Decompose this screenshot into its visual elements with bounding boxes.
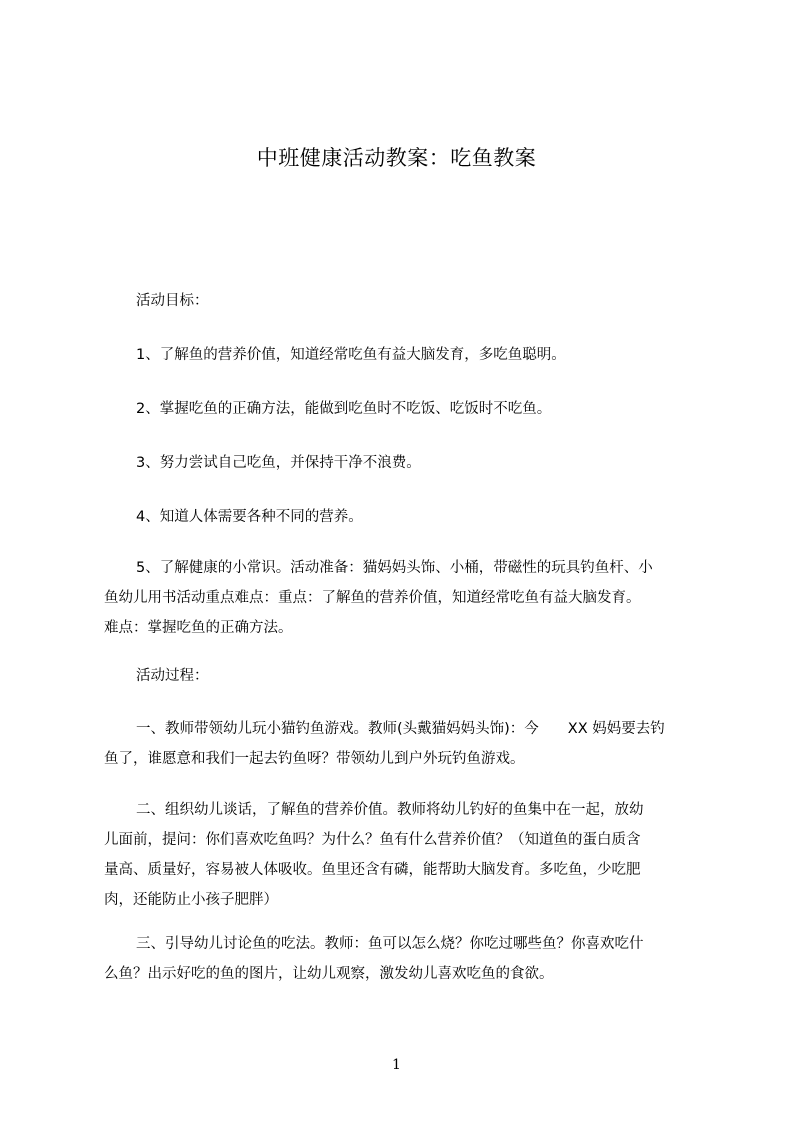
step-2-paragraph — [104, 795, 704, 915]
paragraph-line: 量高、质量好，容易被人体吸收。鱼里还含有磷，能帮助大脑发育。多吃鱼，少吃肥 — [104, 862, 641, 878]
paragraph-line: 5、了解健康的小常识。活动准备：猫妈妈头饰、小桶，带磁性的玩具钓鱼杆、小 — [136, 560, 653, 576]
goal-5-paragraph — [104, 553, 704, 643]
paragraph-line: 一、教师带领幼儿玩小猫钓鱼游戏。教师(头戴猫妈妈头饰)：今 XX 妈妈要去钓 — [136, 721, 665, 737]
document-title: 中班健康活动教案：吃鱼教案 — [256, 146, 537, 170]
goals-heading: 活动目标： — [136, 293, 209, 309]
paragraph-line: 鱼幼儿用书活动重点难点：重点：了解鱼的营养价值，知道经常吃鱼有益大脑发育。 — [104, 590, 641, 606]
paragraph-line: 难点：掌握吃鱼的正确方法。 — [104, 620, 293, 636]
goal-1: 1、了解鱼的营养价值，知道经常吃鱼有益大脑发育，多吃鱼聪明。 — [136, 347, 566, 363]
goal-3: 3、努力尝试自己吃鱼，并保持干净不浪费。 — [136, 455, 421, 471]
paragraph-line: 三、引导幼儿讨论鱼的吃法。教师：鱼可以怎么烧？你吃过哪些鱼？你喜欢吃什 — [136, 936, 644, 952]
paragraph-line: 么鱼？出示好吃的鱼的图片，让幼儿观察，激发幼儿喜欢吃鱼的食欲。 — [104, 966, 554, 982]
goal-4: 4、知道人体需要各种不同的营养。 — [136, 509, 363, 525]
goal-2: 2、掌握吃鱼的正确方法，能做到吃鱼时不吃饭、吃饭时不吃鱼。 — [136, 401, 552, 417]
paragraph-line: 肉，还能防止小孩子肥胖） — [104, 892, 278, 908]
step-3-paragraph — [104, 929, 704, 989]
page-number: 1 — [392, 1057, 401, 1073]
paragraph-line: 二、组织幼儿谈话，了解鱼的营养价值。教师将幼儿钓好的鱼集中在一起，放幼 — [136, 802, 644, 818]
process-heading: 活动过程： — [136, 668, 209, 684]
paragraph-line: 儿面前，提问：你们喜欢吃鱼吗？为什么？鱼有什么营养价值？（知道鱼的蛋白质含 — [104, 832, 641, 848]
paragraph-line: 鱼了，谁愿意和我们一起去钓鱼呀？带领幼儿到户外玩钓鱼游戏。 — [104, 751, 525, 767]
step-1-paragraph — [104, 714, 704, 774]
